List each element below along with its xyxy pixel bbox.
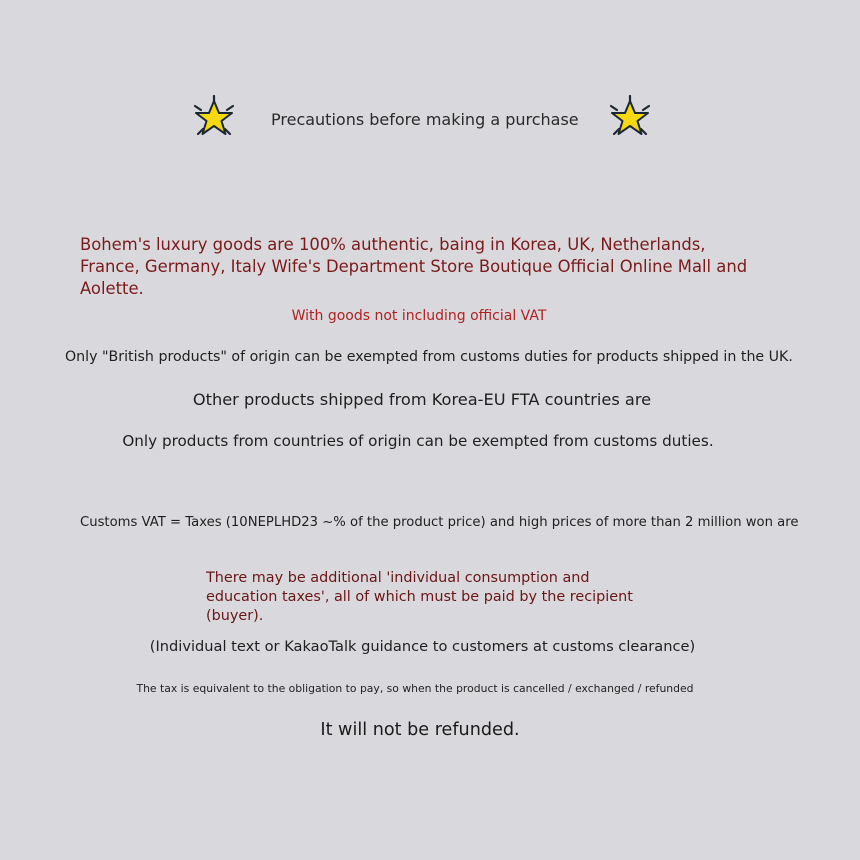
uk-customs-text: Only "British products" of origin can be exempted from customs duties for products shipped in the UK. [65,349,793,365]
intro-paragraph: Bohem's luxury goods are 100% authentic, baing in Korea, UK, Netherlands, France, Germany, Italy Wife's Department Store Boutique Official Online Mall and Aolette. [80,235,748,298]
star-icon [605,94,655,144]
guidance-text: (Individual text or KakaoTalk guidance to customers at customs clearance) [149,638,696,655]
tax-obligation-text: The tax is equivalent to the obligation to pay, so when the product is cancelled / exchanged / refunded [136,682,694,695]
fta-text: Other products shipped from Korea-EU FTA countries are [192,390,652,409]
page-title: Precautions before making a purchase [271,110,579,129]
star-icon [189,94,239,144]
origin-exemption-text: Only products from countries of origin can be exempted from customs duties. [122,432,714,450]
additional-taxes-paragraph: There may be additional 'individual consumption and education taxes', all of which must be paid by the recipient (buyer). [206,570,633,624]
vat-note: With goods not including official VAT [291,308,547,324]
customs-vat-text: Customs VAT = Taxes (10NEPLHD23 ~% of the product price) and high prices of more than 2 million won are [80,515,799,530]
no-refund-text: It will not be refunded. [320,720,520,740]
